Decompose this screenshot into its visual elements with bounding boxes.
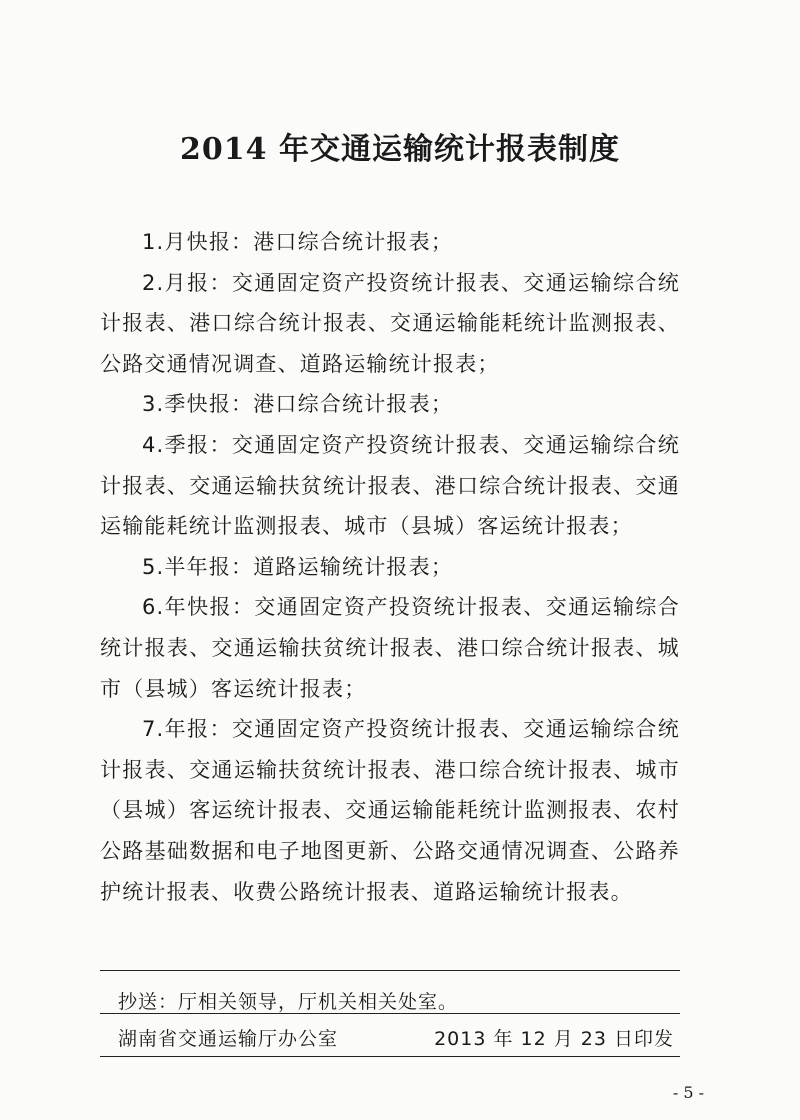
list-item: 2.月报：交通固定资产投资统计报表、交通运输综合统计报表、港口综合统计报表、交通运输能耗统计监测报表、公路交通情况调查、道路运输统计报表； bbox=[100, 270, 680, 376]
list-item: 5.半年报：道路运输统计报表； bbox=[142, 554, 454, 579]
document-title: 2014 年交通运输统计报表制度 bbox=[180, 132, 620, 167]
issuer-name: 湖南省交通运输厅办公室 bbox=[118, 1028, 339, 1050]
footer-middle-rule bbox=[100, 1013, 680, 1014]
footer-bottom-rule bbox=[100, 1056, 680, 1057]
page-number: - 5 - bbox=[672, 1083, 704, 1102]
list-item: 3.季快报：港口综合统计报表； bbox=[142, 392, 454, 417]
list-item: 6.年快报：交通固定资产投资统计报表、交通运输综合统计报表、交通运输扶贫统计报表、港口综合统计报表、城市（县城）客运统计报表； bbox=[100, 595, 680, 701]
issue-date: 2013 年 12 月 23 日印发 bbox=[434, 1028, 674, 1050]
document-body bbox=[100, 222, 680, 912]
cc-line: 抄送：厅相关领导，厅机关相关处室。 bbox=[118, 991, 459, 1013]
footer-top-rule bbox=[100, 970, 680, 971]
list-item: 1.月快报：港口综合统计报表； bbox=[142, 230, 454, 254]
list-item: 4.季报：交通固定资产投资统计报表、交通运输综合统计报表、交通运输扶贫统计报表、港口综合统计报表、交通运输能耗统计监测报表、城市（县城）客运统计报表； bbox=[100, 432, 680, 539]
list-item: 7.年报：交通固定资产投资统计报表、交通运输综合统计报表、交通运输扶贫统计报表、港口综合统计报表、城市（县城）客运统计报表、交通运输能耗统计监测报表、农村公路基础数据和电子地图更新、公路交通情况调查、公路养护统计报表、收费公路统计报表、道路运输统计报表。 bbox=[100, 717, 680, 904]
